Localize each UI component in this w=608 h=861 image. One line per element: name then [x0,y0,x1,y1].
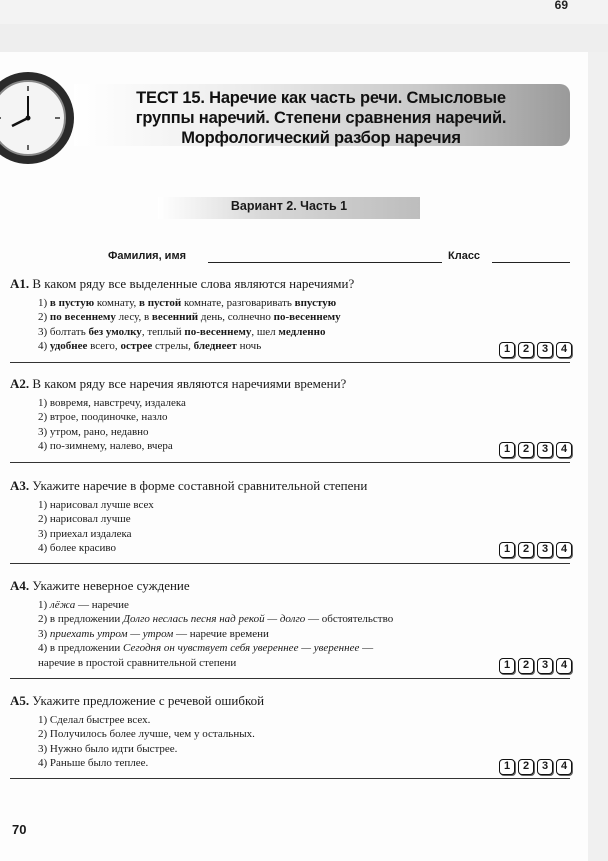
answer-box[interactable]: 4 [556,542,572,558]
class-label: Класс [448,250,481,262]
divider [10,462,570,463]
answer-box[interactable]: 4 [556,759,572,775]
clock-hands-icon [0,80,66,156]
divider [10,678,570,679]
title-line: Морфологический разбор наречия [181,129,461,147]
divider [10,563,570,564]
answer-box[interactable]: 3 [537,542,553,558]
page-title [76,88,566,148]
answer-option: 1) Сделал быстрее всех. [38,714,151,726]
answer-box[interactable]: 1 [499,542,515,558]
answer-option: 4) более красиво [38,542,116,555]
answer-boxes [499,658,572,674]
answer-box[interactable]: 2 [518,658,534,674]
name-label: Фамилия, имя [108,250,187,262]
answer-boxes [499,542,572,558]
top-page-number: 69 [554,0,568,12]
answer-box[interactable]: 1 [499,759,515,775]
question-a4 [10,578,572,670]
page-gap [0,24,608,52]
answer-box[interactable]: 1 [499,342,515,358]
answer-box[interactable]: 1 [499,658,515,674]
title-line: группы наречий. Степени сравнения наречий. [135,109,507,127]
clock-icon [0,72,74,164]
answer-option: 2) по весеннему лесу, в весенний день, солнечно по-весеннему [38,311,341,324]
answer-option: 4) по-зимнему, налево, вчера [38,440,173,453]
answer-option: 1) в пустую комнату, в пустой комнате, разговаривать впустую [38,297,337,309]
question-a3 [10,478,572,556]
class-field[interactable] [492,262,570,263]
answer-option: 2) нарисовал лучше [38,513,131,526]
answer-box[interactable]: 3 [537,759,553,775]
answer-option-continued: наречие в простой сравнительной степени [38,656,237,669]
answer-box[interactable]: 2 [518,342,534,358]
answer-box[interactable]: 4 [556,442,572,458]
question-heading: А2. В каком ряду все наречия являются наречиями времени? [10,376,347,391]
name-field[interactable] [208,262,442,263]
divider [10,362,570,363]
answer-option: 3) приехать утром — утром — наречие времени [38,627,269,640]
answer-option: 4) удобнее всего, острее стрелы, бледнеет ночь [38,340,262,353]
answer-box[interactable]: 4 [556,658,572,674]
answer-box[interactable]: 3 [537,442,553,458]
divider [10,778,570,779]
answer-boxes [499,342,572,358]
answer-box[interactable]: 2 [518,542,534,558]
answer-option: 2) втрое, поодиночке, назло [38,411,168,424]
answer-box[interactable]: 4 [556,342,572,358]
answer-option: 1) нарисовал лучше всех [38,499,154,511]
question-heading: А3. Укажите наречие в форме составной сравнительной степени [10,478,368,493]
answer-box[interactable]: 1 [499,442,515,458]
variant-label: Вариант 2. Часть 1 [230,199,348,213]
top-strip [0,0,608,24]
question-heading: А1. В каком ряду все выделенные слова являются наречиями? [10,276,355,291]
answer-box[interactable]: 3 [537,342,553,358]
answer-box[interactable]: 3 [537,658,553,674]
bottom-page-number: 70 [12,822,27,837]
answer-option: 2) Получилось более лучше, чем у остальных. [38,728,255,741]
answer-box[interactable]: 2 [518,759,534,775]
answer-option: 3) Нужно было идти быстрее. [38,742,178,755]
answer-option: 4) в предложении Сегодня он чувствует себя увереннее — увереннее — [38,642,374,655]
answer-option: 3) приехал издалека [38,527,132,540]
answer-option: 3) болтать без умолку, теплый по-весеннему, шел медленно [38,325,326,338]
answer-option: 1) вовремя, навстречу, издалека [38,397,186,409]
page-edge [588,52,608,861]
question-a2 [10,376,572,454]
title-line: ТЕСТ 15. Наречие как часть речи. Смысловые [136,89,506,107]
answer-option: 2) в предложении Долго неслась песня над рекой — долго — обстоятельство [38,613,394,626]
question-heading: А5. Укажите предложение с речевой ошибкой [10,693,265,708]
question-heading: А4. Укажите неверное суждение [10,578,190,593]
question-a5 [10,693,572,771]
answer-option: 4) Раньше было теплее. [38,757,149,770]
answer-option: 3) утром, рано, недавно [38,425,149,438]
answer-boxes [499,759,572,775]
answer-boxes [499,442,572,458]
answer-box[interactable]: 2 [518,442,534,458]
question-a1 [10,276,572,354]
answer-option: 1) лёжа — наречие [38,599,129,611]
